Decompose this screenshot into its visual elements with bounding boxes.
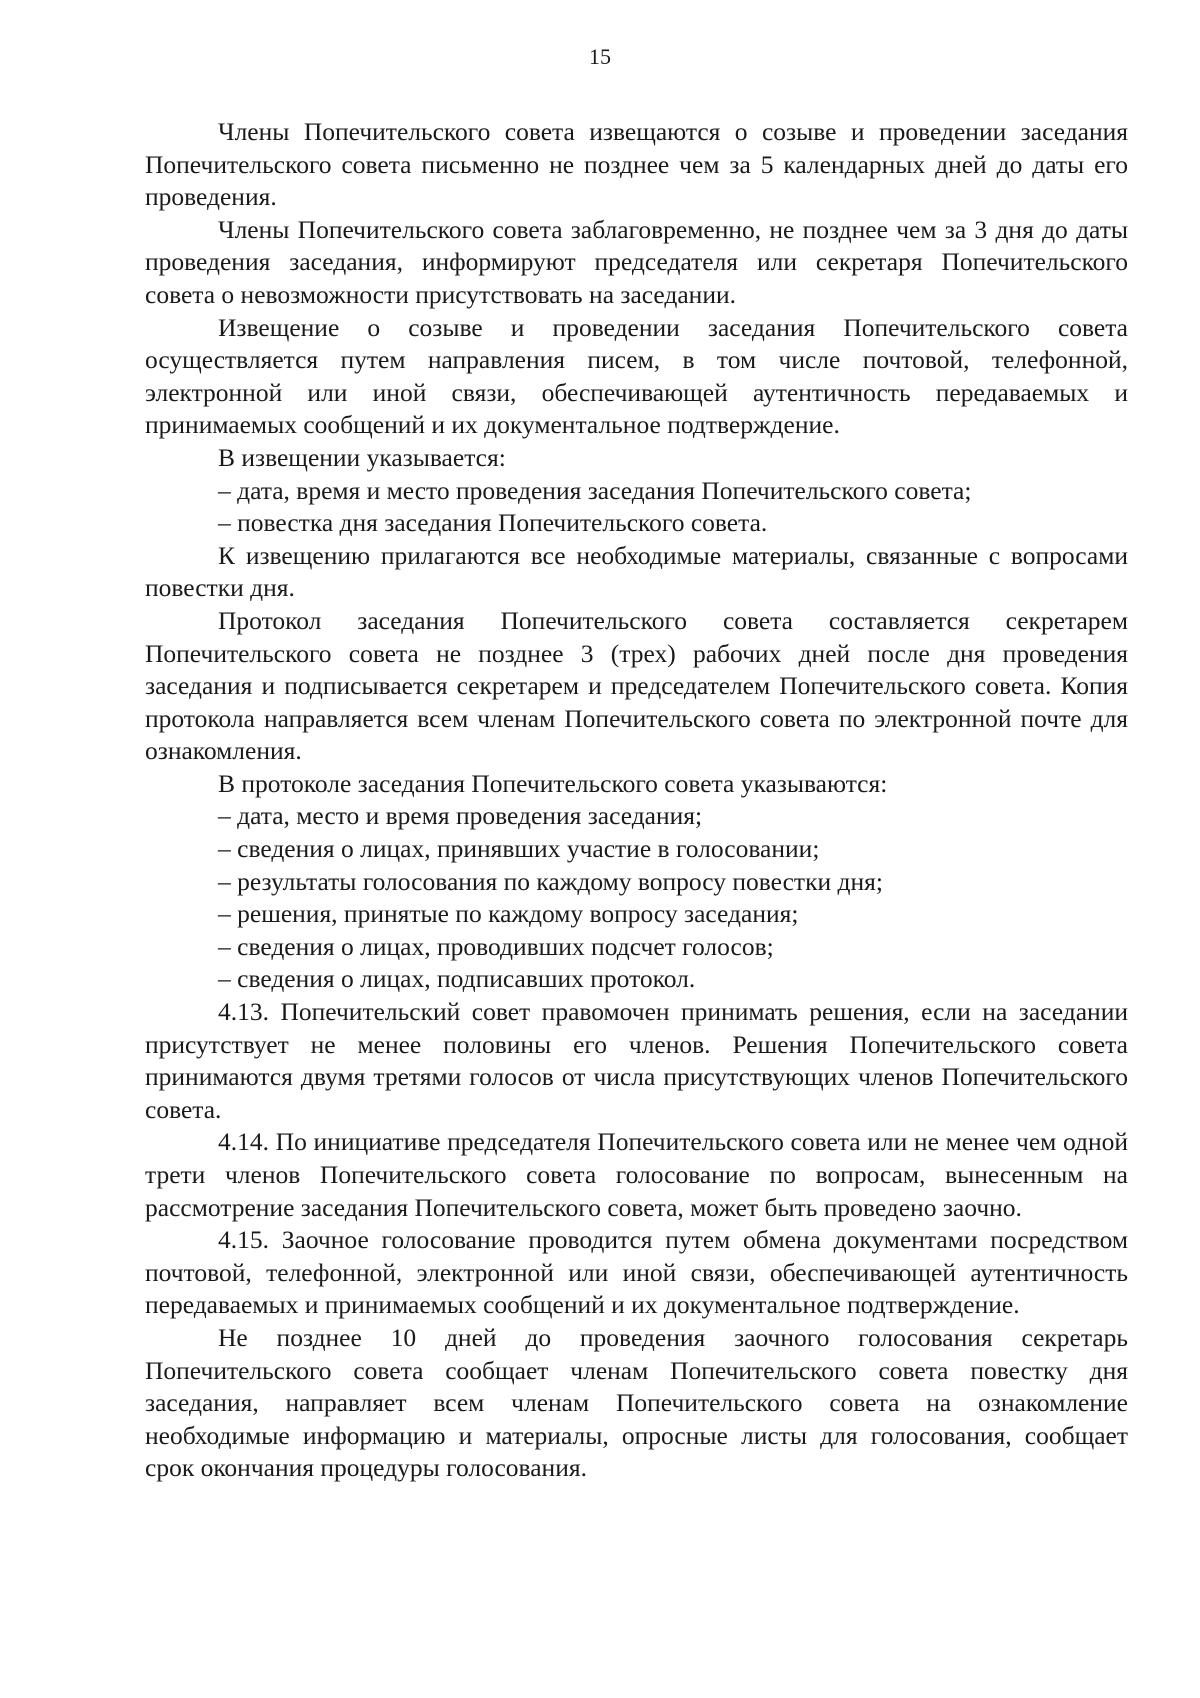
list-item: – результаты голосования по каждому вопросу повестки дня; — [218, 866, 883, 896]
list-item: – сведения о лицах, принявших участие в голосовании; — [218, 834, 820, 864]
list-item: – дата, время и место проведения заседания Попечительского совета; — [218, 475, 972, 505]
paragraph-absence-notice: Члены Попечительского совета заблаговременно, не позднее чем за 3 дня до даты проведения заседания, информируют председателя или секретаря Попечительского совета о невозможности присутствовать на заседании. — [145, 214, 1128, 309]
paragraph-absentee-voting-procedure: Не позднее 10 дней до проведения заочного голосования секретарь Попечительского совета сообщает членам Попечительского совета повестку дня заседания, направляет всем членам Попечительского совета на ознакомление необходимые информацию и материалы, опросные листы для голосования, сообщает срок окончания процедуры голосования. — [145, 1322, 1128, 1483]
paragraph-attached-materials: К извещению прилагаются все необходимые материалы, связанные с вопросами повестки дня. — [145, 540, 1128, 603]
list-item: – решения, принятые по каждому вопросу заседания; — [218, 899, 799, 929]
paragraph-clause-4-14: 4.14. По инициативе председателя Попечительского совета или не менее чем одной трети членов Попечительского совета голосование по вопросам, вынесенным на рассмотрение заседания Попечительского совета, может быть проведено заочно. — [145, 1127, 1128, 1222]
list-item: – повестка дня заседания Попечительского совета. — [218, 508, 768, 538]
paragraph-clause-4-13: 4.13. Попечительский совет правомочен принимать решения, если на заседании присутствует не менее половины его членов. Решения Попечительского совета принимаются двумя третями голосов от числа присутствующих членов Попечительского совета. — [145, 997, 1128, 1124]
paragraph-notice-contents-intro: В извещении указывается: — [218, 442, 506, 472]
page-number: 15 — [589, 44, 611, 69]
document-body — [145, 116, 1128, 1485]
paragraph-protocol-contents-intro: В протоколе заседания Попечительского совета указываются: — [218, 768, 888, 798]
paragraph-notification-deadline: Члены Попечительского совета извещаются о созыве и проведении заседания Попечительского совета письменно не позднее чем за 5 календарных дней до даты его проведения. — [145, 117, 1128, 212]
paragraph-protocol: Протокол заседания Попечительского совета составляется секретарем Попечительского совета не позднее 3 (трех) рабочих дней после дня проведения заседания и подписывается секретарем и председателем Попечительского совета. Копия протокола направляется всем членам Попечительского совета по электронной почте для ознакомления. — [145, 605, 1128, 766]
list-item: – сведения о лицах, проводивших подсчет голосов; — [218, 931, 774, 961]
list-item: – сведения о лицах, подписавших протокол. — [218, 964, 696, 994]
paragraph-clause-4-15: 4.15. Заочное голосование проводится путем обмена документами посредством почтовой, телефонной, электронной или иной связи, обеспечивающей аутентичность передаваемых и принимаемых сообщений и их документальное подтверждение. — [145, 1225, 1128, 1320]
paragraph-notification-method: Извещение о созыве и проведении заседания Попечительского совета осуществляется путем направления писем, в том числе почтовой, телефонной, электронной или иной связи, обеспечивающей аутентичность передаваемых и принимаемых сообщений и их документальное подтверждение. — [145, 312, 1128, 440]
list-item: – дата, место и время проведения заседания; — [218, 801, 703, 831]
